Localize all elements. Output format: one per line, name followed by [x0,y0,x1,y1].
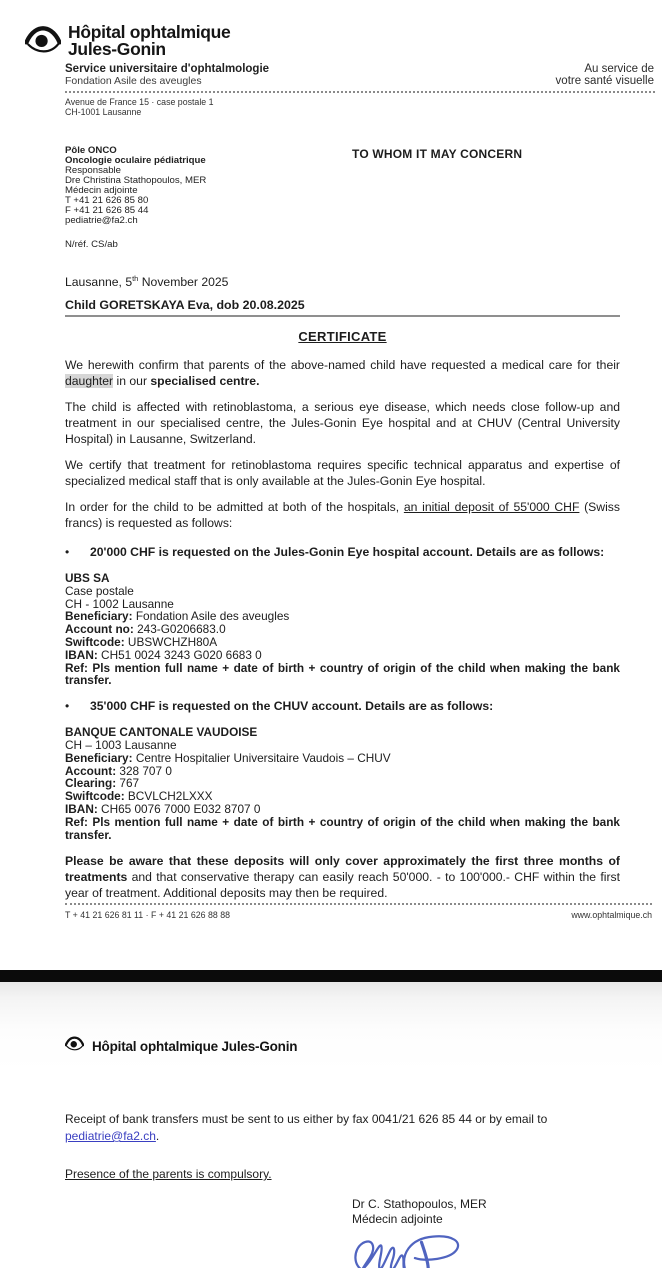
date-line [65,275,620,289]
presence-notice: Presence of the parents is compulsory. [65,1167,272,1181]
tagline-line1: Au service de [584,63,654,75]
letter-body [0,275,662,901]
bank1-addr1: Case postale [65,583,134,598]
bank2-iban [65,803,620,816]
contact-unit: Oncologie oculaire pédiatrique [65,155,206,166]
p1-highlighted-word: daughter [65,374,114,388]
bullet-icon: • [65,699,70,714]
bank1-swift-value: UBSWCHZH80A [124,634,218,649]
tagline-line2: votre santé visuelle [555,75,654,87]
receipt-text: Receipt of bank transfers must be sent to us either by fax 0041/21 626 85 44 or by email to [65,1112,548,1126]
bank2-beneficiary-label: Beneficiary: [65,750,133,765]
bank-details-ubs [65,572,620,687]
contact-fax: F +41 21 626 85 44 [65,205,149,216]
page1-footer [65,903,652,920]
p1-text-2: in our [113,374,151,388]
contact-doctor: Dre Christina Stathopoulos, MER [65,175,207,186]
handwritten-signature [348,1231,480,1268]
bank2-account-label: Account: [65,763,117,778]
bank2-clearing-value: 767 [116,776,140,791]
email-link[interactable]: pediatrie@fa2.ch [65,1129,156,1143]
bank2-name: BANQUE CANTONALE VAUDOISE [65,725,258,740]
p4-underlined-amount: an initial deposit of 55'000 CHF [403,500,580,514]
footer-website: www.ophtalmique.ch [571,910,652,920]
certificate-heading: CERTIFICATE [298,329,387,344]
bank1-account-value: 243-G0206683.0 [133,622,226,637]
address-line1: Avenue de France 15 · case postale 1 [65,97,214,107]
foundation-name: Fondation Asile des aveugles [65,75,202,87]
letterhead-subrow [0,58,662,87]
hospital-name-line2: Jules-Gonin [68,39,166,59]
contact-phone: T +41 21 626 85 80 [65,195,149,206]
recipient-line: TO WHOM IT MAY CONCERN [352,147,523,161]
signer-name: Dr C. Stathopoulos, MER [352,1197,487,1211]
bullet-item-2 [65,699,620,714]
bank1-iban-label: IBAN: [65,647,98,662]
letterhead [0,0,662,58]
receipt-text-end: . [155,1129,160,1143]
bullet1-text: 20'000 CHF is requested on the Jules-Gonin Eye hospital account. Details are as follows: [90,545,605,559]
contact-title: Médecin adjointe [65,185,138,196]
bank2-account [65,765,620,778]
paragraph-1 [65,357,620,389]
p4-text: In order for the child to be admitted at both of the hospitals, [65,500,404,514]
bullet-icon: • [65,545,70,559]
bank2-ref-note: Ref: Pls mention full name + date of birth + country of origin of the child when making the bank transfer. [65,814,620,842]
bank2-addr1: CH – 1003 Lausanne [65,737,177,752]
bank-details-bcv [65,726,620,841]
page2-letterhead [0,982,662,1056]
footer-phones: T + 41 21 626 81 11 · F + 41 21 626 88 88 [65,910,230,920]
bank1-beneficiary-label: Beneficiary: [65,609,133,624]
contact-role: Responsable [65,165,122,176]
paragraph-4 [65,499,620,531]
bank2-account-value: 328 707 0 [116,763,172,778]
paragraph-2: The child is affected with retinoblastoma, a serious eye disease, which needs close follow-up and treatment in our specialised centre, the Jules-Gonin Eye hospital and at CHUV (Central University Hospital) in Lausanne, Switzerland. [65,400,620,446]
tagline [556,63,654,87]
bank2-swift-value: BCVLCH2LXXX [124,789,213,804]
date-ordinal: th [132,273,139,283]
bullet2-text: 35'000 CHF is requested on the CHUV account. Details are as follows: [90,699,494,714]
date-pre: Lausanne, 5 [65,275,133,289]
hospital-address [0,93,662,117]
eye-logo-icon [25,26,61,58]
closing-bold-text: Please be aware that these deposits will only cover approximately the first three months of treatments [65,854,620,885]
bank1-name: UBS SA [65,571,110,585]
address-line2: CH-1001 Lausanne [65,106,142,117]
bullet-item-1 [65,545,620,560]
eye-logo-icon [65,1036,84,1056]
reference-line: N/réf. CS/ab [65,239,118,250]
contact-block [0,146,662,226]
signature-block [352,1197,662,1268]
bank1-beneficiary-value: Fondation Asile des aveugles [132,609,290,624]
bank2-iban-value: CH65 0076 7000 E032 8707 0 [97,801,261,816]
date-post: November 2025 [138,275,229,289]
p1-bold-text: specialised centre. [150,374,260,388]
receipt-instruction [0,1111,662,1145]
bank2-beneficiary-value: Centre Hospitalier Universitaire Vaudois – CHUV [132,750,391,765]
hospital-name [68,24,231,58]
bank2-clearing-label: Clearing: [65,776,117,791]
bank1-swift-label: Swiftcode: [65,634,125,649]
p1-text: We herewith confirm that parents of the above-named child have requested a medical care for their [65,358,620,372]
bank2-swift-label: Swiftcode: [65,789,125,804]
bank1-ref-note: Ref: Pls mention full name + date of birth + country of origin of the child when making the bank transfer. [65,660,620,688]
p4-text-2: (Swiss francs) is requested as follows: [65,500,620,530]
letterhead-left [65,63,269,87]
signer-title: Médecin adjointe [352,1212,443,1226]
bank1-account-label: Account no: [65,622,134,637]
service-subtitle: Service universitaire d'ophtalmologie [65,63,270,75]
bank1-iban [65,649,620,662]
letter-page-2 [0,982,662,1268]
contact-email: pediatrie@fa2.ch [65,215,138,226]
paragraph-3: We certify that treatment for retinoblastoma requires specific technical apparatus and expertise of specialized medical staff that is only available at the Jules-Gonin Eye hospital. [65,458,620,488]
closing-text: and that conservative therapy can easily reach 50'000. - to 100'000.- CHF within the first year of treatment. Additional deposits may then be required. [65,870,620,901]
contact-dept: Pôle ONCO [65,145,117,156]
bank1-addr2: CH - 1002 Lausanne [65,596,174,611]
bank1-iban-value: CH51 0024 3243 G020 6683 0 [97,647,262,662]
hospital-name-line1: Hôpital ophtalmique [68,22,231,42]
page-separator [0,970,662,982]
page2-hospital-name: Hôpital ophtalmique Jules-Gonin [92,1038,298,1054]
subject-line: Child GORETSKAYA Eva, dob 20.08.2025 [65,298,620,317]
bank2-iban-label: IBAN: [65,801,98,816]
closing-paragraph [65,853,620,901]
